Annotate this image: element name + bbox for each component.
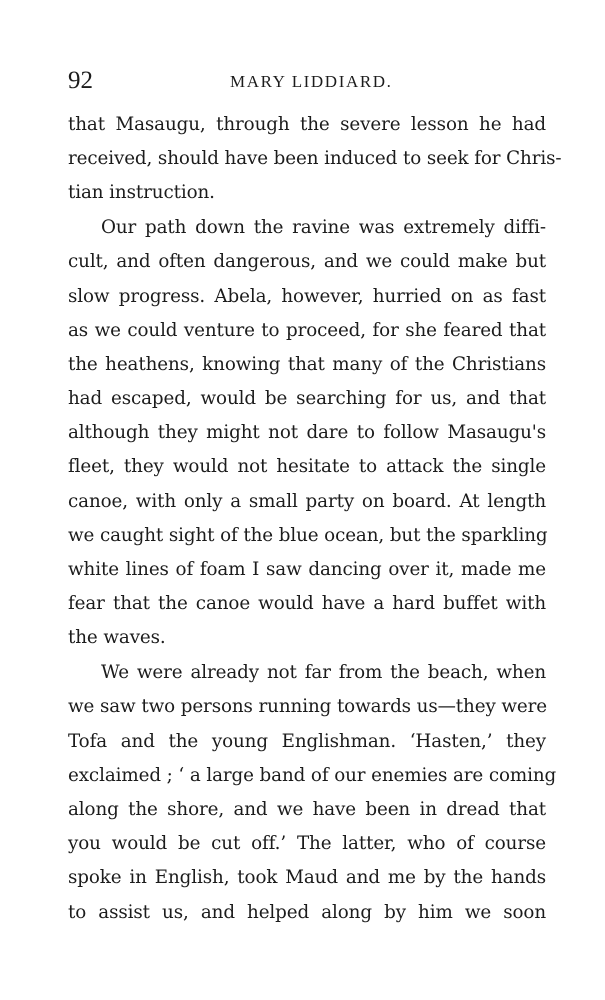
paragraph-3 [68, 656, 557, 930]
text-line: although they might not dare to follow Masaugu's [68, 422, 546, 444]
text-line: exclaimed ; ‘ a large band of our enemies are coming [68, 764, 557, 786]
text-line: cult, and often dangerous, and we could make but [68, 251, 546, 273]
text-line: tian instruction. [68, 182, 215, 204]
running-title: MARY LIDDIARD. [230, 72, 393, 91]
text-line: the waves. [68, 627, 166, 649]
text-line: had escaped, would be searching for us, and that [68, 388, 546, 410]
text-line: along the shore, and we have been in dread that [68, 798, 546, 820]
paragraph-2 [68, 211, 546, 655]
text-line: fleet, they would not hesitate to attack the single [68, 456, 546, 478]
text-line: white lines of foam I saw dancing over it, made me [68, 559, 546, 581]
text-line: as we could venture to proceed, for she feared that [68, 319, 546, 341]
text-line: fear that the canoe would have a hard buffet with [68, 593, 546, 615]
text-line: the heathens, knowing that many of the Christians [68, 353, 546, 375]
paragraph-1 [68, 108, 562, 211]
body-text [68, 108, 562, 930]
running-head [0, 66, 605, 96]
text-line: Tofa and the young Englishman. ‘Hasten,’ they [68, 730, 546, 752]
text-line: spoke in English, took Maud and me by the hands [68, 867, 546, 889]
text-line: we saw two persons running towards us—they were [68, 696, 548, 718]
text-line: Our path down the ravine was extremely diffi- [101, 217, 546, 239]
text-line: canoe, with only a small party on board. At length [68, 490, 546, 512]
text-line: to assist us, and helped along by him we soon [68, 901, 546, 923]
text-line: we caught sight of the blue ocean, but the sparkling [68, 524, 548, 546]
page-number: 92 [68, 67, 93, 94]
text-line: We were already not far from the beach, when [101, 662, 546, 684]
text-line: you would be cut off.’ The latter, who of course [68, 833, 546, 855]
text-line: slow progress. Abela, however, hurried on as fast [68, 285, 546, 307]
text-line: that Masaugu, through the severe lesson he had [68, 114, 546, 135]
text-line: received, should have been induced to seek for Chris- [68, 148, 562, 170]
